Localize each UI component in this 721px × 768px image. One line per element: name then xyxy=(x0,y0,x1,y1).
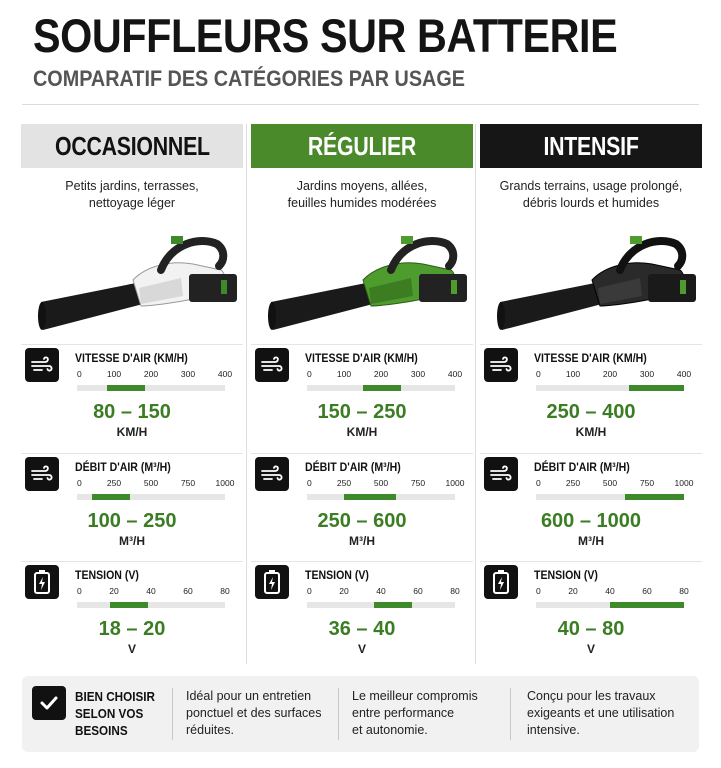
metric-scale xyxy=(303,478,465,508)
scale-tick-label: 200 xyxy=(373,369,389,379)
scale-tick-label: 100 xyxy=(106,369,122,379)
metric-scale xyxy=(303,586,460,616)
category-header: OCCASIONNEL xyxy=(21,124,243,168)
wind-icon xyxy=(255,348,289,382)
scale-tick-label: 300 xyxy=(639,369,655,379)
metric-value: 600 – 1000 xyxy=(540,510,642,532)
category-column-regulier xyxy=(251,124,473,664)
scale-tick-label: 0 xyxy=(77,478,82,488)
metric-label: VITESSE D'AIR (KM/H) xyxy=(305,351,418,365)
scale-tick-label: 20 xyxy=(339,586,349,596)
wind-icon xyxy=(484,457,518,491)
metric-unit: M³/H xyxy=(349,534,375,548)
metric-label: DÉBIT D'AIR (M³/H) xyxy=(75,460,171,474)
scale-tick-label: 1000 xyxy=(215,478,235,488)
metric-scale xyxy=(73,586,230,616)
metric-divider xyxy=(480,561,702,562)
footer-note-intensif: Conçu pour les travaux exigeants et une utilisation intensive. xyxy=(527,689,675,737)
scale-tick-label: 1000 xyxy=(674,478,694,488)
metric-block xyxy=(480,348,702,456)
scale-tick-label: 750 xyxy=(639,478,655,488)
scale-range-fill xyxy=(625,494,684,500)
metric-unit: V xyxy=(127,642,136,656)
metric-value: 250 – 600 xyxy=(317,510,407,532)
scale-tick-label: 0 xyxy=(307,586,312,596)
column-divider xyxy=(475,124,476,664)
metric-unit: V xyxy=(586,642,595,656)
metric-divider xyxy=(21,561,243,562)
category-column-intensif xyxy=(480,124,702,664)
scale-tick-label: 60 xyxy=(642,586,652,596)
scale-tick-label: 60 xyxy=(413,586,423,596)
metric-value: 250 – 400 xyxy=(546,401,636,423)
metric-unit: V xyxy=(357,642,366,656)
metric-divider xyxy=(480,453,702,454)
blower-green-icon xyxy=(251,230,473,358)
metric-divider xyxy=(480,344,702,345)
metric-scale xyxy=(73,369,233,399)
scale-tick-label: 500 xyxy=(373,478,389,488)
category-description: Grands terrains, usage prolongé, débris lourds et humides xyxy=(499,179,683,210)
scale-tick-label: 1000 xyxy=(445,478,465,488)
metric-label: TENSION (V) xyxy=(534,568,598,582)
scale-range-fill xyxy=(110,602,148,608)
scale-tick-label: 20 xyxy=(568,586,578,596)
metric-block xyxy=(480,457,702,565)
blower-white-icon xyxy=(21,230,243,358)
metric-divider xyxy=(251,561,473,562)
scale-tick-label: 400 xyxy=(217,369,233,379)
metric-value: 36 – 40 xyxy=(328,618,396,640)
scale-tick-label: 250 xyxy=(336,478,352,488)
scale-tick-label: 20 xyxy=(109,586,119,596)
scale-tick-label: 80 xyxy=(220,586,230,596)
scale-tick-label: 400 xyxy=(447,369,463,379)
scale-range-fill xyxy=(92,494,130,500)
header-divider xyxy=(22,104,699,105)
scale-tick-label: 200 xyxy=(602,369,618,379)
scale-tick-label: 200 xyxy=(143,369,159,379)
metric-block xyxy=(21,457,243,565)
scale-tick-label: 750 xyxy=(410,478,426,488)
footer-note-occasionnel: Idéal pour un entretien ponctuel et des surfaces réduites. xyxy=(186,689,322,737)
scale-tick-label: 40 xyxy=(605,586,615,596)
metric-unit: KM/H xyxy=(116,425,148,439)
wind-icon xyxy=(255,457,289,491)
scale-range-fill xyxy=(374,602,412,608)
scale-tick-label: 500 xyxy=(143,478,159,488)
scale-range-fill xyxy=(363,385,401,391)
battery-icon xyxy=(25,565,59,599)
category-column-occasionnel xyxy=(21,124,243,664)
scale-tick-label: 0 xyxy=(307,478,312,488)
metric-block xyxy=(21,348,243,456)
metric-value: 80 – 150 xyxy=(93,401,171,423)
page-subtitle: COMPARATIF DES CATÉGORIES PAR USAGE xyxy=(33,66,465,91)
metric-label: DÉBIT D'AIR (M³/H) xyxy=(534,460,630,474)
metric-unit: M³/H xyxy=(119,534,145,548)
metric-label: TENSION (V) xyxy=(75,568,139,582)
footer-divider xyxy=(338,688,339,740)
metric-unit: KM/H xyxy=(575,425,607,439)
metric-scale xyxy=(532,478,694,508)
scale-tick-label: 0 xyxy=(536,586,541,596)
scale-track xyxy=(77,602,225,608)
metric-block xyxy=(21,565,243,673)
footer-note-regulier: Le meilleur compromis entre performance et autonomie. xyxy=(352,689,478,737)
scale-range-fill xyxy=(344,494,396,500)
column-divider xyxy=(246,124,247,664)
scale-tick-label: 500 xyxy=(602,478,618,488)
scale-track xyxy=(77,385,225,391)
metric-value: 40 – 80 xyxy=(557,618,625,640)
scale-tick-label: 40 xyxy=(146,586,156,596)
scale-tick-label: 40 xyxy=(376,586,386,596)
metric-scale xyxy=(532,586,689,616)
wind-icon xyxy=(25,348,59,382)
scale-tick-label: 250 xyxy=(106,478,122,488)
metric-value: 100 – 250 xyxy=(87,510,177,532)
metric-divider xyxy=(251,453,473,454)
metric-label: VITESSE D'AIR (KM/H) xyxy=(75,351,188,365)
category-description: Jardins moyens, allées, feuilles humides modérées xyxy=(287,179,437,210)
metric-divider xyxy=(21,344,243,345)
metric-block xyxy=(251,348,473,456)
scale-tick-label: 400 xyxy=(676,369,692,379)
scale-tick-label: 750 xyxy=(180,478,196,488)
category-description: Petits jardins, terrasses, nettoyage léger xyxy=(65,179,199,210)
scale-range-fill xyxy=(610,602,684,608)
scale-tick-label: 60 xyxy=(183,586,193,596)
footer-heading: BIEN CHOISIR SELON VOS BESOINS xyxy=(75,689,155,738)
wind-icon xyxy=(25,457,59,491)
metric-label: TENSION (V) xyxy=(305,568,369,582)
metric-unit: KM/H xyxy=(346,425,378,439)
metric-divider xyxy=(251,344,473,345)
page-title: SOUFFLEURS SUR BATTERIE xyxy=(33,9,618,62)
category-header: RÉGULIER xyxy=(251,124,473,168)
metric-scale xyxy=(532,369,692,399)
metric-block xyxy=(251,565,473,673)
battery-icon xyxy=(484,565,518,599)
battery-icon xyxy=(255,565,289,599)
scale-range-fill xyxy=(107,385,145,391)
scale-tick-label: 100 xyxy=(565,369,581,379)
metric-block xyxy=(480,565,702,673)
scale-tick-label: 0 xyxy=(307,369,312,379)
metric-scale xyxy=(303,369,463,399)
metric-block xyxy=(251,457,473,565)
footer-panel xyxy=(22,676,699,752)
check-icon xyxy=(32,686,66,720)
footer-divider xyxy=(510,688,511,740)
scale-tick-label: 80 xyxy=(450,586,460,596)
scale-tick-label: 300 xyxy=(180,369,196,379)
scale-tick-label: 0 xyxy=(77,369,82,379)
metric-scale xyxy=(73,478,235,508)
scale-tick-label: 0 xyxy=(77,586,82,596)
category-header: INTENSIF xyxy=(480,124,702,168)
metric-divider xyxy=(21,453,243,454)
scale-range-fill xyxy=(629,385,685,391)
scale-tick-label: 100 xyxy=(336,369,352,379)
blower-black-icon xyxy=(480,230,702,358)
metric-label: VITESSE D'AIR (KM/H) xyxy=(534,351,647,365)
scale-tick-label: 0 xyxy=(536,478,541,488)
metric-label: DÉBIT D'AIR (M³/H) xyxy=(305,460,401,474)
scale-tick-label: 80 xyxy=(679,586,689,596)
scale-tick-label: 300 xyxy=(410,369,426,379)
wind-icon xyxy=(484,348,518,382)
scale-tick-label: 0 xyxy=(536,369,541,379)
scale-tick-label: 250 xyxy=(565,478,581,488)
metric-value: 150 – 250 xyxy=(317,401,407,423)
metric-value: 18 – 20 xyxy=(98,618,166,640)
metric-unit: M³/H xyxy=(578,534,604,548)
footer-divider xyxy=(172,688,173,740)
